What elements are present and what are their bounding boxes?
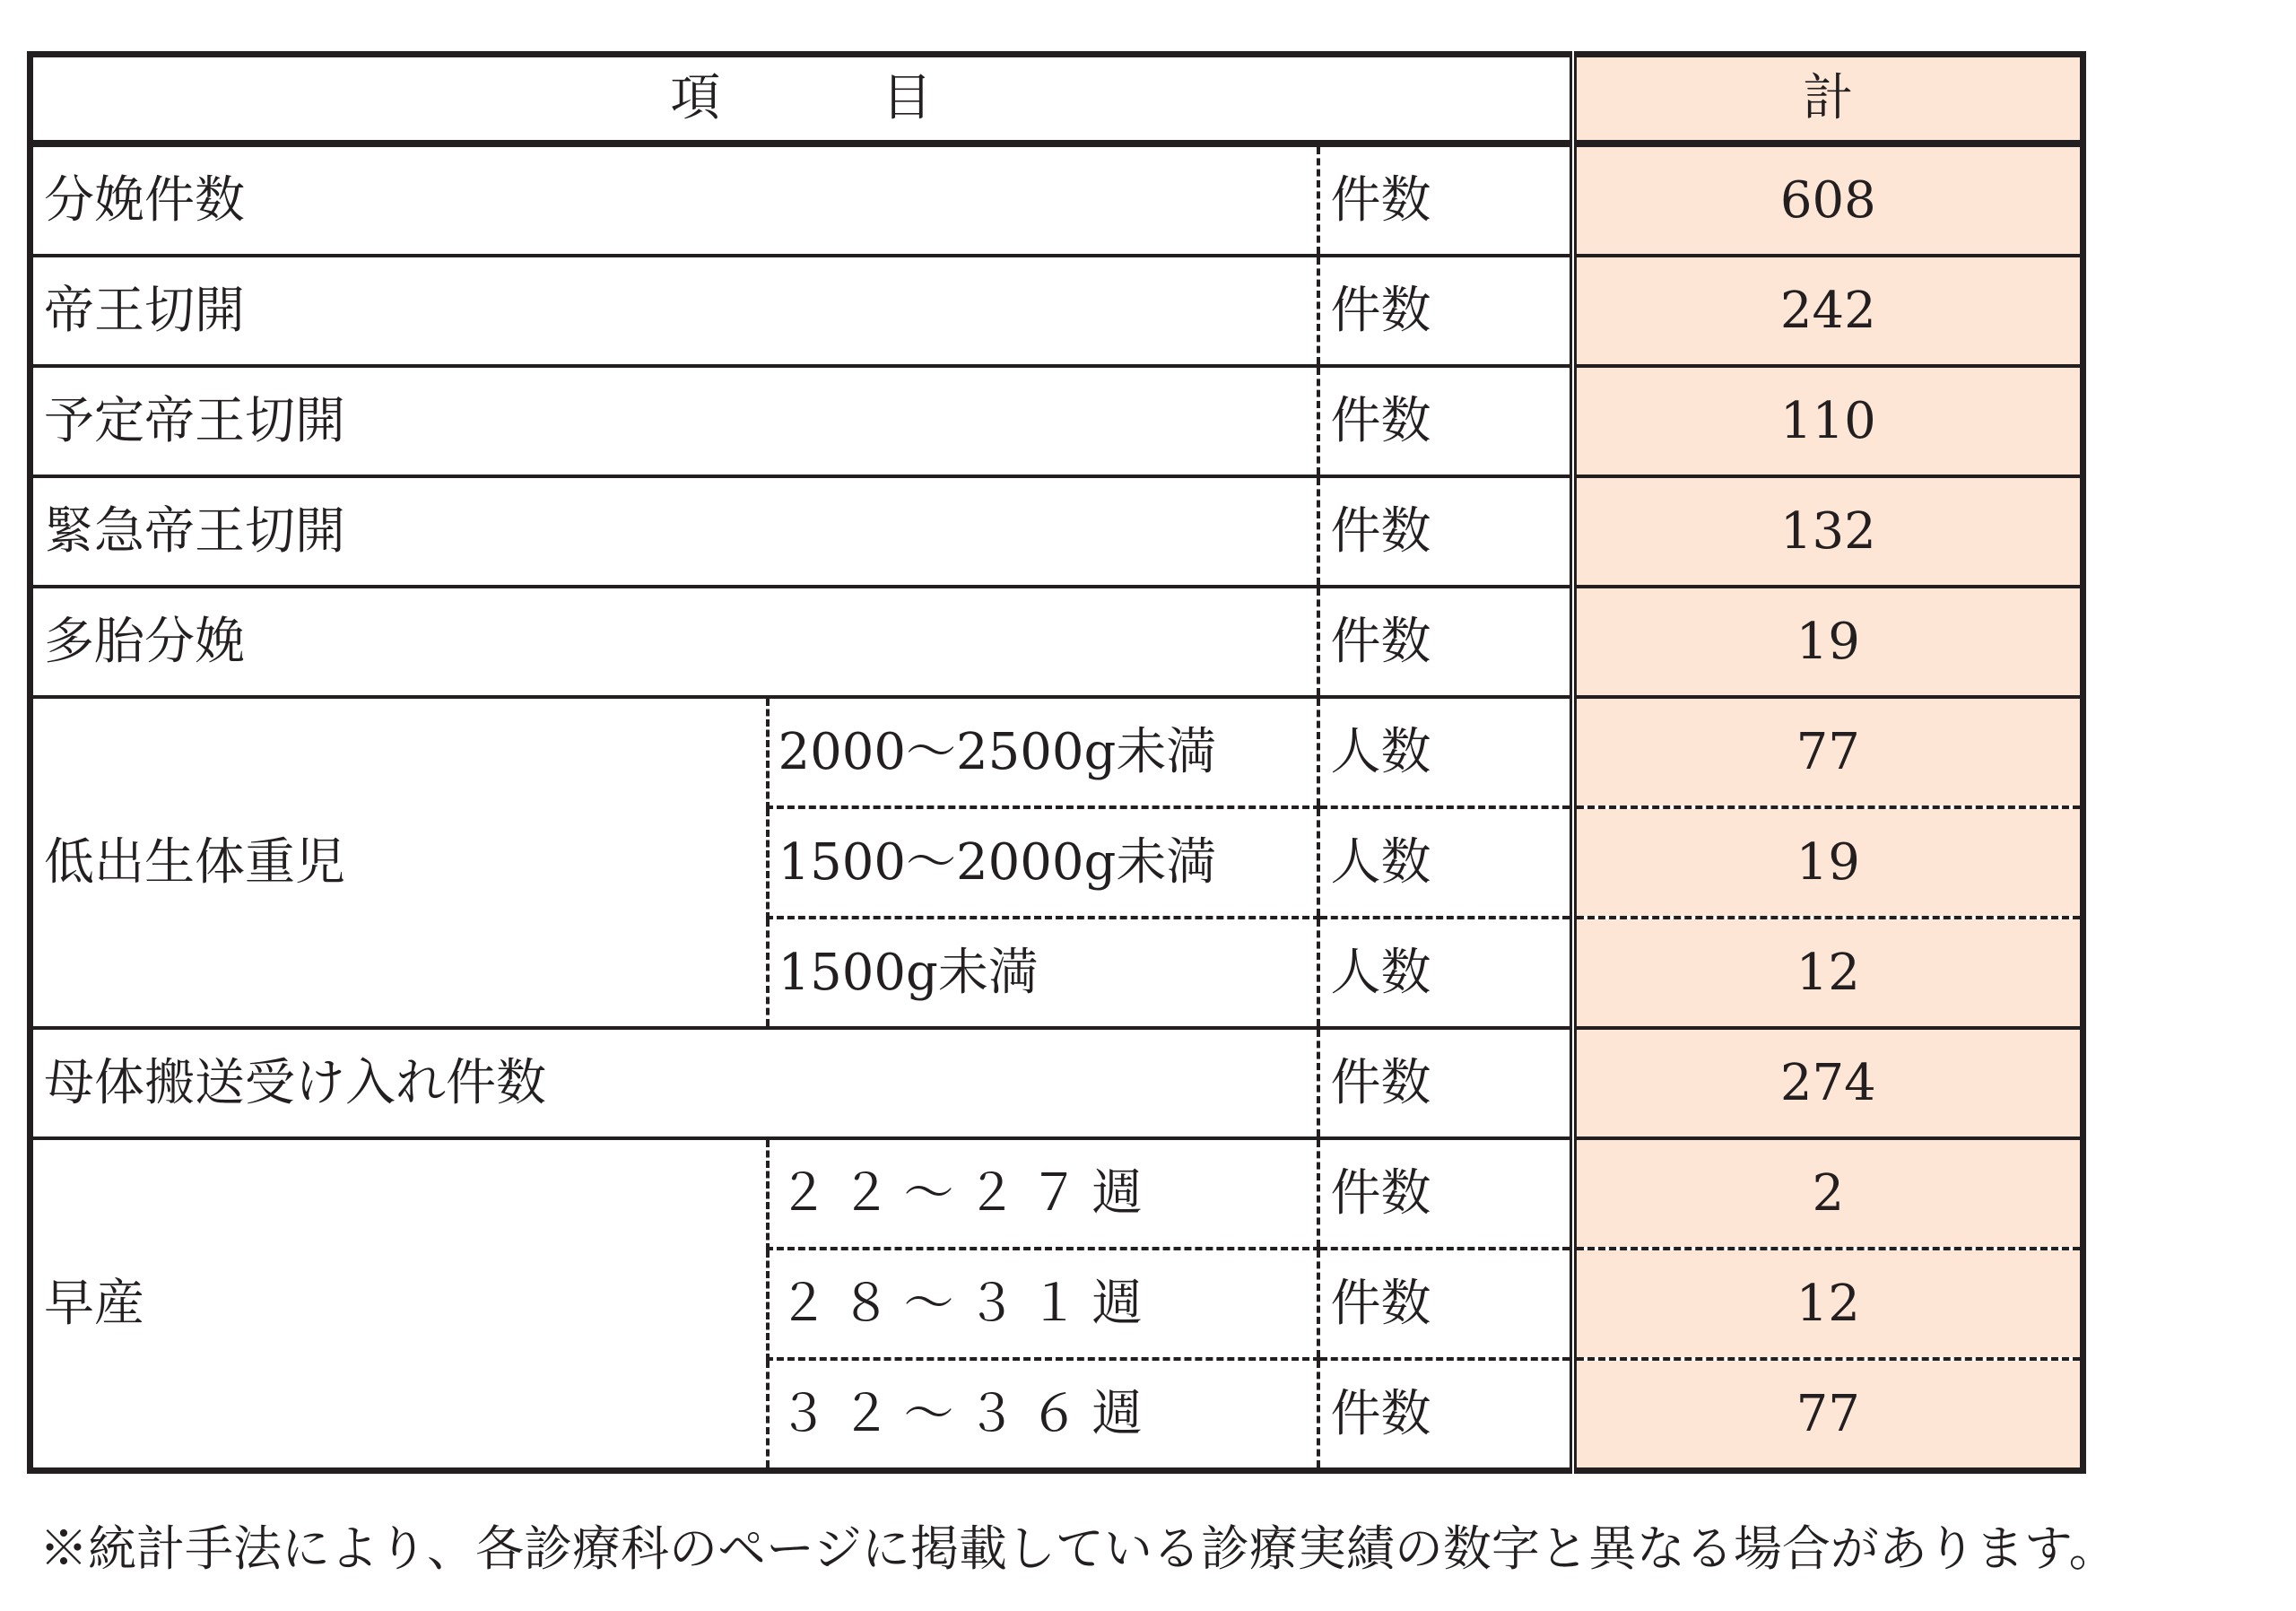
table-row-deliveries <box>30 144 2083 256</box>
header-item-left: 項 <box>670 69 721 127</box>
row-unit: 件数 <box>1318 1249 1573 1359</box>
row-subcategory: ２８～３１週 <box>768 1249 1318 1359</box>
table-row-multiple-births <box>30 587 2083 697</box>
table-row-cesarean <box>30 256 2083 366</box>
row-unit: 件数 <box>1318 1138 1573 1249</box>
row-total: 608 <box>1573 144 2083 256</box>
row-unit: 人数 <box>1318 697 1573 807</box>
row-total: 2 <box>1573 1138 2083 1249</box>
row-unit: 件数 <box>1318 144 1573 256</box>
row-total: 12 <box>1573 918 2083 1028</box>
row-unit: 件数 <box>1318 476 1573 587</box>
row-total: 77 <box>1573 697 2083 807</box>
delivery-statistics-table <box>27 51 2086 1474</box>
row-subcategory: 2000～2500g未満 <box>768 697 1318 807</box>
row-total: 132 <box>1573 476 2083 587</box>
row-unit: 人数 <box>1318 807 1573 918</box>
row-label: 帝王切開 <box>30 256 1318 366</box>
row-total: 12 <box>1573 1249 2083 1359</box>
row-total: 19 <box>1573 587 2083 697</box>
header-item-right: 目 <box>882 69 933 127</box>
row-unit: 件数 <box>1318 366 1573 476</box>
row-label: 母体搬送受け入れ件数 <box>30 1028 1318 1138</box>
row-total: 110 <box>1573 366 2083 476</box>
row-unit: 件数 <box>1318 256 1573 366</box>
footnote: ※統計手法により、各診療科のページに掲載している診療実績の数字と異なる場合があります。 <box>39 1520 2118 1577</box>
row-subcategory: ２２～２７週 <box>768 1138 1318 1249</box>
row-total: 19 <box>1573 807 2083 918</box>
header-item-cell <box>30 55 1573 144</box>
header-total-cell: 計 <box>1573 55 2083 144</box>
low-birth-weight-label: 低出生体重児 <box>30 697 768 1028</box>
row-unit: 人数 <box>1318 918 1573 1028</box>
table-row-low-birth-weight-1 <box>30 697 2083 807</box>
table-header-row <box>30 55 2083 144</box>
row-total: 274 <box>1573 1028 2083 1138</box>
row-unit: 件数 <box>1318 1028 1573 1138</box>
row-subcategory: ３２～３６週 <box>768 1359 1318 1471</box>
preterm-label: 早産 <box>30 1138 768 1471</box>
table-row-preterm-1 <box>30 1138 2083 1249</box>
row-label: 分娩件数 <box>30 144 1318 256</box>
table-row-maternal-transport <box>30 1028 2083 1138</box>
row-label: 予定帝王切開 <box>30 366 1318 476</box>
row-subcategory: 1500g未満 <box>768 918 1318 1028</box>
table-row-planned-cesarean <box>30 366 2083 476</box>
row-unit: 件数 <box>1318 587 1573 697</box>
row-total: 77 <box>1573 1359 2083 1471</box>
row-label: 多胎分娩 <box>30 587 1318 697</box>
row-subcategory: 1500～2000g未満 <box>768 807 1318 918</box>
row-total: 242 <box>1573 256 2083 366</box>
row-label: 緊急帝王切開 <box>30 476 1318 587</box>
row-unit: 件数 <box>1318 1359 1573 1471</box>
table-row-emergency-cesarean <box>30 476 2083 587</box>
